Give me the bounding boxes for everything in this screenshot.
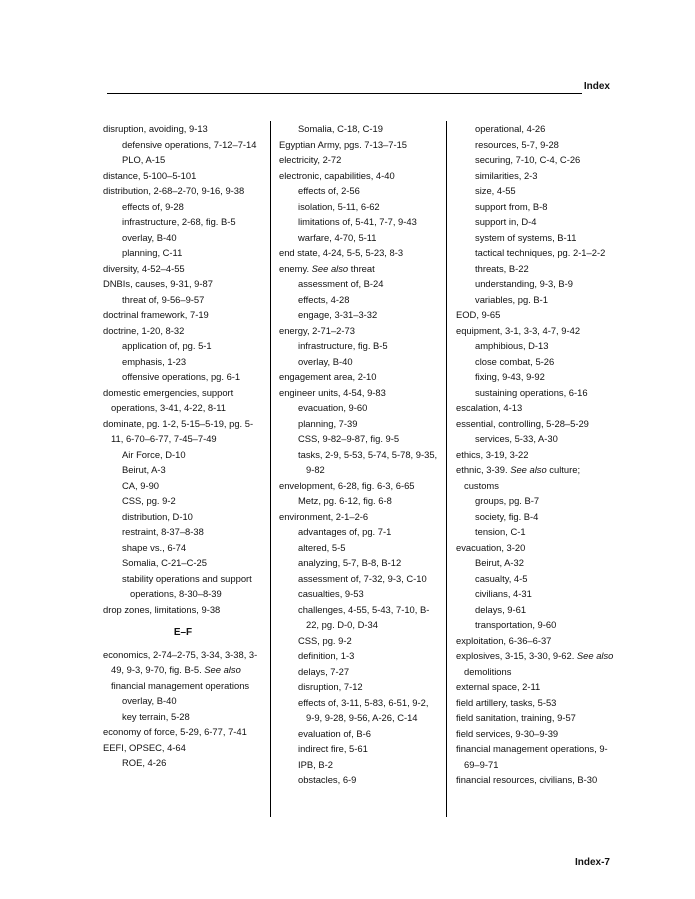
- entry-text: energy, 2-71–2-73: [279, 324, 355, 336]
- index-subentry: [122, 338, 263, 354]
- entry-text: planning, 7-39: [298, 417, 358, 429]
- index-subentry: [475, 385, 616, 401]
- index-subentry: [298, 431, 439, 447]
- index-subentry: [298, 338, 439, 354]
- index-subentry: [475, 276, 616, 292]
- index-entry: [456, 741, 616, 772]
- entry-text: drop zones, limitations, 9-38: [103, 603, 221, 615]
- index-subentry: [122, 709, 263, 725]
- index-entry: [456, 400, 616, 416]
- entry-text: distance, 5-100–5-101: [103, 169, 197, 181]
- index-entry: [103, 385, 263, 416]
- index-entry: [103, 323, 263, 339]
- index-subentry: [298, 276, 439, 292]
- entry-text: assessment of, B-24: [298, 278, 384, 289]
- index-entry: [279, 478, 439, 494]
- entry-text: CSS, 9-82–9-87, fig. 9-5: [298, 433, 400, 444]
- entry-text: size, 4-55: [475, 185, 516, 196]
- index-entry: [456, 323, 616, 339]
- index-subentry: [298, 772, 439, 788]
- index-subentry: [298, 540, 439, 556]
- index-subentry: [475, 121, 616, 137]
- entry-text: challenges, 4-55, 5-43, 7-10, B-22, pg. D-0, D-34: [298, 603, 430, 630]
- entry-text: environment, 2-1–2-6: [279, 510, 369, 522]
- entry-text: external space, 2-11: [456, 681, 541, 692]
- column-divider: [446, 121, 447, 817]
- entry-text: effects of, 9-28: [122, 200, 184, 212]
- entry-text: warfare, 4-70, 5-11: [298, 231, 377, 243]
- index-subentry: [122, 214, 263, 230]
- entry-text: overlay, B-40: [122, 231, 177, 243]
- entry-text: analyzing, 5-7, B-8, B-12: [298, 557, 402, 568]
- entry-text: CSS, pg. 9-2: [122, 495, 176, 506]
- index-entry: [279, 152, 439, 168]
- index-subentry: [475, 555, 616, 571]
- entry-text: dominate, pg. 1-2, 5-15–5-19, pg. 5-11, 6-70–6-77, 7-45–7-49: [103, 417, 254, 444]
- entry-text: evaluation of, B-6: [298, 727, 371, 739]
- index-entry: [456, 648, 616, 679]
- entry-text: planning, C-11: [122, 247, 183, 258]
- entry-text: stability operations and support operations, 8-30–8-39: [122, 572, 252, 599]
- entry-text: defensive operations, 7-12–7-14: [122, 138, 257, 150]
- index-subentry: [122, 755, 263, 771]
- index-subentry: [122, 462, 263, 478]
- index-entry: [279, 137, 439, 153]
- index-entry: [279, 369, 439, 385]
- entry-text: transportation, 9-60: [475, 619, 557, 630]
- entry-text: domestic emergencies, support operations, 3-41, 4-22, 8-11: [103, 386, 234, 413]
- entry-text: distribution, D-10: [122, 510, 193, 522]
- index-entry: [103, 602, 263, 618]
- entry-text: engineer units, 4-54, 9-83: [279, 386, 386, 398]
- index-entry: [456, 447, 616, 463]
- entry-text: fixing, 9-43, 9-92: [475, 371, 545, 382]
- entry-text: Somalia, C-18, C-19: [298, 123, 383, 134]
- entry-text: Beirut, A-32: [475, 557, 524, 568]
- index-subentry: [475, 571, 616, 587]
- entry-text: society, fig. B-4: [475, 510, 539, 522]
- index-subentry: [475, 199, 616, 215]
- index-subentry: [475, 354, 616, 370]
- index-subentry: [298, 664, 439, 680]
- entry-text: Beirut, A-3: [122, 464, 166, 475]
- index-subentry: [122, 230, 263, 246]
- entry-text: end state, 4-24, 5-5, 5-23, 8-3: [279, 247, 404, 258]
- entry-text: essential, controlling, 5-28–5-29: [456, 417, 589, 429]
- index-entry: [456, 416, 616, 432]
- entry-text: Air Force, D-10: [122, 448, 186, 460]
- entry-text: support in, D-4: [475, 216, 537, 227]
- entry-text: groups, pg. B-7: [475, 495, 540, 506]
- see-also-ref: See also: [204, 664, 241, 675]
- entry-text: ethics, 3-19, 3-22: [456, 448, 529, 460]
- index-subentry: [122, 447, 263, 463]
- index-subentry: [475, 168, 616, 184]
- entry-text: envelopment, 6-28, fig. 6-3, 6-65: [279, 479, 415, 491]
- index-entry: [103, 416, 263, 447]
- index-subentry: [475, 245, 616, 261]
- index-entry: [456, 710, 616, 726]
- entry-text: system of systems, B-11: [475, 231, 577, 243]
- entry-text: field artillery, tasks, 5-53: [456, 696, 557, 708]
- entry-text: EEFI, OPSEC, 4-64: [103, 741, 186, 753]
- index-subentry: [298, 183, 439, 199]
- index-column-1: [103, 121, 263, 771]
- see-also-target: culture; customs: [464, 464, 581, 491]
- see-also-target: financial management operations: [111, 679, 250, 691]
- entry-text: casualties, 9-53: [298, 588, 364, 599]
- index-entry: [456, 540, 616, 556]
- entry-text: Somalia, C-21–C-25: [122, 557, 207, 568]
- index-subentry: [475, 338, 616, 354]
- entry-text: threats, B-22: [475, 262, 529, 274]
- entry-text: key terrain, 5-28: [122, 710, 190, 722]
- index-subentry: [298, 648, 439, 664]
- entry-text: Egyptian Army, pgs. 7-13–7-15: [279, 138, 408, 150]
- entry-text: Metz, pg. 6-12, fig. 6-8: [298, 495, 392, 506]
- entry-text: understanding, 9-3, B-9: [475, 278, 573, 289]
- section-heading: E–F: [173, 627, 193, 638]
- entry-text: indirect fire, 5-61: [298, 743, 368, 754]
- index-subentry: [298, 571, 439, 587]
- entry-text: ROE, 4-26: [122, 757, 167, 768]
- entry-text: equipment, 3-1, 3-3, 4-7, 9-42: [456, 324, 581, 336]
- entry-text: ethnic, 3-39.: [456, 464, 508, 475]
- entry-text: support from, B-8: [475, 200, 548, 212]
- entry-text: services, 5-33, A-30: [475, 433, 558, 444]
- index-column-2: [279, 121, 439, 788]
- entry-text: exploitation, 6-36–6-37: [456, 634, 552, 646]
- index-subentry: [298, 602, 439, 633]
- index-subentry: [475, 509, 616, 525]
- index-subentry: [298, 230, 439, 246]
- index-subentry: [122, 199, 263, 215]
- index-subentry: [298, 757, 439, 773]
- entry-text: casualty, 4-5: [475, 572, 528, 584]
- index-entry: [456, 633, 616, 649]
- index-subentry: [475, 152, 616, 168]
- entry-text: offensive operations, pg. 6-1: [122, 371, 241, 382]
- entry-text: overlay, B-40: [122, 695, 177, 706]
- entry-text: delays, 9-61: [475, 603, 527, 615]
- index-subentry: [122, 493, 263, 509]
- entry-text: PLO, A-15: [122, 154, 166, 165]
- index-subentry: [475, 137, 616, 153]
- entry-text: similarities, 2-3: [475, 169, 538, 181]
- see-also-ref: See also: [510, 464, 547, 475]
- entry-text: effects of, 2-56: [298, 185, 360, 196]
- entry-text: restraint, 8-37–8-38: [122, 526, 204, 537]
- entry-text: infrastructure, 2-68, fig. B-5: [122, 216, 236, 227]
- entry-text: financial management operations, 9-69–9-71: [456, 743, 608, 770]
- index-entry: [279, 385, 439, 401]
- index-entry: [456, 695, 616, 711]
- index-subentry: [298, 447, 439, 478]
- index-subentry: [298, 493, 439, 509]
- entry-text: sustaining operations, 6-16: [475, 386, 588, 398]
- index-entry: [456, 772, 616, 788]
- entry-text: evacuation, 3-20: [456, 541, 526, 553]
- entry-text: delays, 7-27: [298, 665, 350, 677]
- entry-text: diversity, 4-52–4-55: [103, 262, 185, 274]
- entry-text: amphibious, D-13: [475, 340, 549, 351]
- entry-text: assessment of, 7-32, 9-3, C-10: [298, 572, 427, 584]
- entry-text: doctrine, 1-20, 8-32: [103, 324, 185, 336]
- entry-text: electricity, 2-72: [279, 154, 342, 165]
- entry-text: field sanitation, training, 9-57: [456, 712, 576, 723]
- see-also-ref: See also: [311, 262, 349, 274]
- entry-text: economy of force, 5-29, 6-77, 7-41: [103, 726, 247, 737]
- index-column-3: [456, 121, 616, 788]
- entry-text: limitations of, 5-41, 7-7, 9-43: [298, 216, 417, 227]
- entry-text: doctrinal framework, 7-19: [103, 309, 209, 320]
- entry-text: overlay, B-40: [298, 355, 353, 367]
- entry-text: disruption, avoiding, 9-13: [103, 123, 208, 134]
- index-subentry: [122, 369, 263, 385]
- index-subentry: [298, 679, 439, 695]
- index-subentry: [122, 137, 263, 153]
- entry-text: emphasis, 1-23: [122, 355, 187, 367]
- index-subentry: [475, 369, 616, 385]
- entry-text: CA, 9-90: [122, 479, 159, 491]
- entry-text: tension, C-1: [475, 526, 526, 537]
- index-subentry: [122, 245, 263, 261]
- index-entry: [103, 307, 263, 323]
- entry-text: infrastructure, fig. B-5: [298, 340, 388, 351]
- index-subentry: [298, 726, 439, 742]
- page-number: Index-7: [574, 857, 610, 868]
- index-entry: [103, 183, 263, 199]
- entry-text: evacuation, 9-60: [298, 402, 368, 413]
- index-subentry: [475, 292, 616, 308]
- index-entry: [103, 276, 263, 292]
- index-subentry: [298, 524, 439, 540]
- index-subentry: [298, 586, 439, 602]
- index-subentry: [475, 261, 616, 277]
- entry-text: definition, 1-3: [298, 650, 355, 661]
- entry-text: electronic, capabilities, 4-40: [279, 169, 395, 181]
- index-subentry: [475, 493, 616, 509]
- entry-text: enemy.: [279, 262, 310, 274]
- index-subentry: [298, 354, 439, 370]
- entry-text: obstacles, 6-9: [298, 774, 357, 785]
- index-subentry: [298, 307, 439, 323]
- index-entry: [103, 724, 263, 740]
- index-entry: [456, 679, 616, 695]
- entry-text: engagement area, 2-10: [279, 371, 377, 382]
- index-subentry: [475, 431, 616, 447]
- index-subentry: [298, 121, 439, 137]
- index-subentry: [475, 214, 616, 230]
- entry-text: close combat, 5-26: [475, 355, 555, 367]
- entry-text: economics, 2-74–2-75, 3-34, 3-38, 3-49, 9-3, 9-70, fig. B-5.: [103, 648, 258, 675]
- entry-text: resources, 5-7, 9-28: [475, 138, 559, 150]
- entry-text: effects, 4-28: [298, 293, 350, 305]
- index-entry: [279, 323, 439, 339]
- index-subentry: [475, 183, 616, 199]
- index-subentry: [122, 509, 263, 525]
- entry-text: civilians, 4-31: [475, 588, 532, 599]
- entry-text: escalation, 4-13: [456, 402, 523, 413]
- entry-text: disruption, 7-12: [298, 681, 363, 692]
- see-also-ref: See also: [576, 650, 614, 661]
- index-entry: [103, 740, 263, 756]
- index-subentry: [298, 555, 439, 571]
- entry-text: threat of, 9-56–9-57: [122, 293, 205, 305]
- entry-text: explosives, 3-15, 3-30, 9-62.: [456, 650, 575, 661]
- index-subentry: [475, 230, 616, 246]
- entry-text: EOD, 9-65: [456, 309, 501, 320]
- see-also-target: threat: [348, 262, 375, 274]
- index-entry: [103, 168, 263, 184]
- entry-text: isolation, 5-11, 6-62: [298, 200, 380, 212]
- index-subentry: [298, 633, 439, 649]
- index-entry: [456, 307, 616, 323]
- index-entry: [279, 261, 439, 277]
- index-subentry: [298, 416, 439, 432]
- index-subentry: [298, 199, 439, 215]
- index-subentry: [475, 617, 616, 633]
- index-entry: [279, 168, 439, 184]
- index-subentry: [122, 478, 263, 494]
- entry-text: DNBIs, causes, 9-31, 9-87: [103, 278, 213, 289]
- entry-text: CSS, pg. 9-2: [298, 634, 352, 646]
- index-entry: [279, 245, 439, 261]
- index-entry: [456, 726, 616, 742]
- entry-text: variables, pg. B-1: [475, 293, 548, 305]
- running-header: Index: [583, 81, 610, 92]
- index-subentry: [122, 555, 263, 571]
- index-entry: [279, 509, 439, 525]
- column-divider: [270, 121, 271, 817]
- entry-text: financial resources, civilians, B-30: [456, 774, 598, 785]
- index-subentry: [298, 292, 439, 308]
- index-entry: [103, 121, 263, 137]
- index-subentry: [122, 540, 263, 556]
- index-subentry: [298, 695, 439, 726]
- index-subentry: [475, 586, 616, 602]
- entry-text: IPB, B-2: [298, 758, 333, 770]
- entry-text: tasks, 2-9, 5-53, 5-74, 5-78, 9-35, 9-82: [298, 448, 438, 475]
- entry-text: advantages of, pg. 7-1: [298, 526, 392, 537]
- index-subentry: [298, 400, 439, 416]
- entry-text: tactical techniques, pg. 2-1–2-2: [475, 247, 606, 258]
- index-subentry: [122, 693, 263, 709]
- index-subentry: [298, 741, 439, 757]
- entry-text: shape vs., 6-74: [122, 541, 187, 553]
- entry-text: field services, 9-30–9-39: [456, 727, 559, 739]
- index-entry: [103, 647, 263, 694]
- index-subentry: [122, 524, 263, 540]
- index-subentry: [122, 571, 263, 602]
- see-also-target: demolitions: [464, 665, 512, 677]
- entry-text: altered, 5-5: [298, 541, 346, 553]
- entry-text: operational, 4-26: [475, 123, 546, 134]
- index-subentry: [122, 354, 263, 370]
- entry-text: securing, 7-10, C-4, C-26: [475, 154, 581, 165]
- index-subentry: [122, 292, 263, 308]
- entry-text: application of, pg. 5-1: [122, 340, 212, 351]
- entry-text: effects of, 3-11, 5-83, 6-51, 9-2, 9-9, 9-28, 9-56, A-26, C-14: [298, 696, 429, 723]
- header-rule: [107, 93, 582, 94]
- entry-text: distribution, 2-68–2-70, 9-16, 9-38: [103, 185, 245, 196]
- index-subentry: [475, 524, 616, 540]
- index-subentry: [298, 214, 439, 230]
- index-subentry: [122, 152, 263, 168]
- entry-text: engage, 3-31–3-32: [298, 309, 378, 320]
- index-entry: [103, 261, 263, 277]
- index-subentry: [475, 602, 616, 618]
- index-entry: [456, 462, 616, 493]
